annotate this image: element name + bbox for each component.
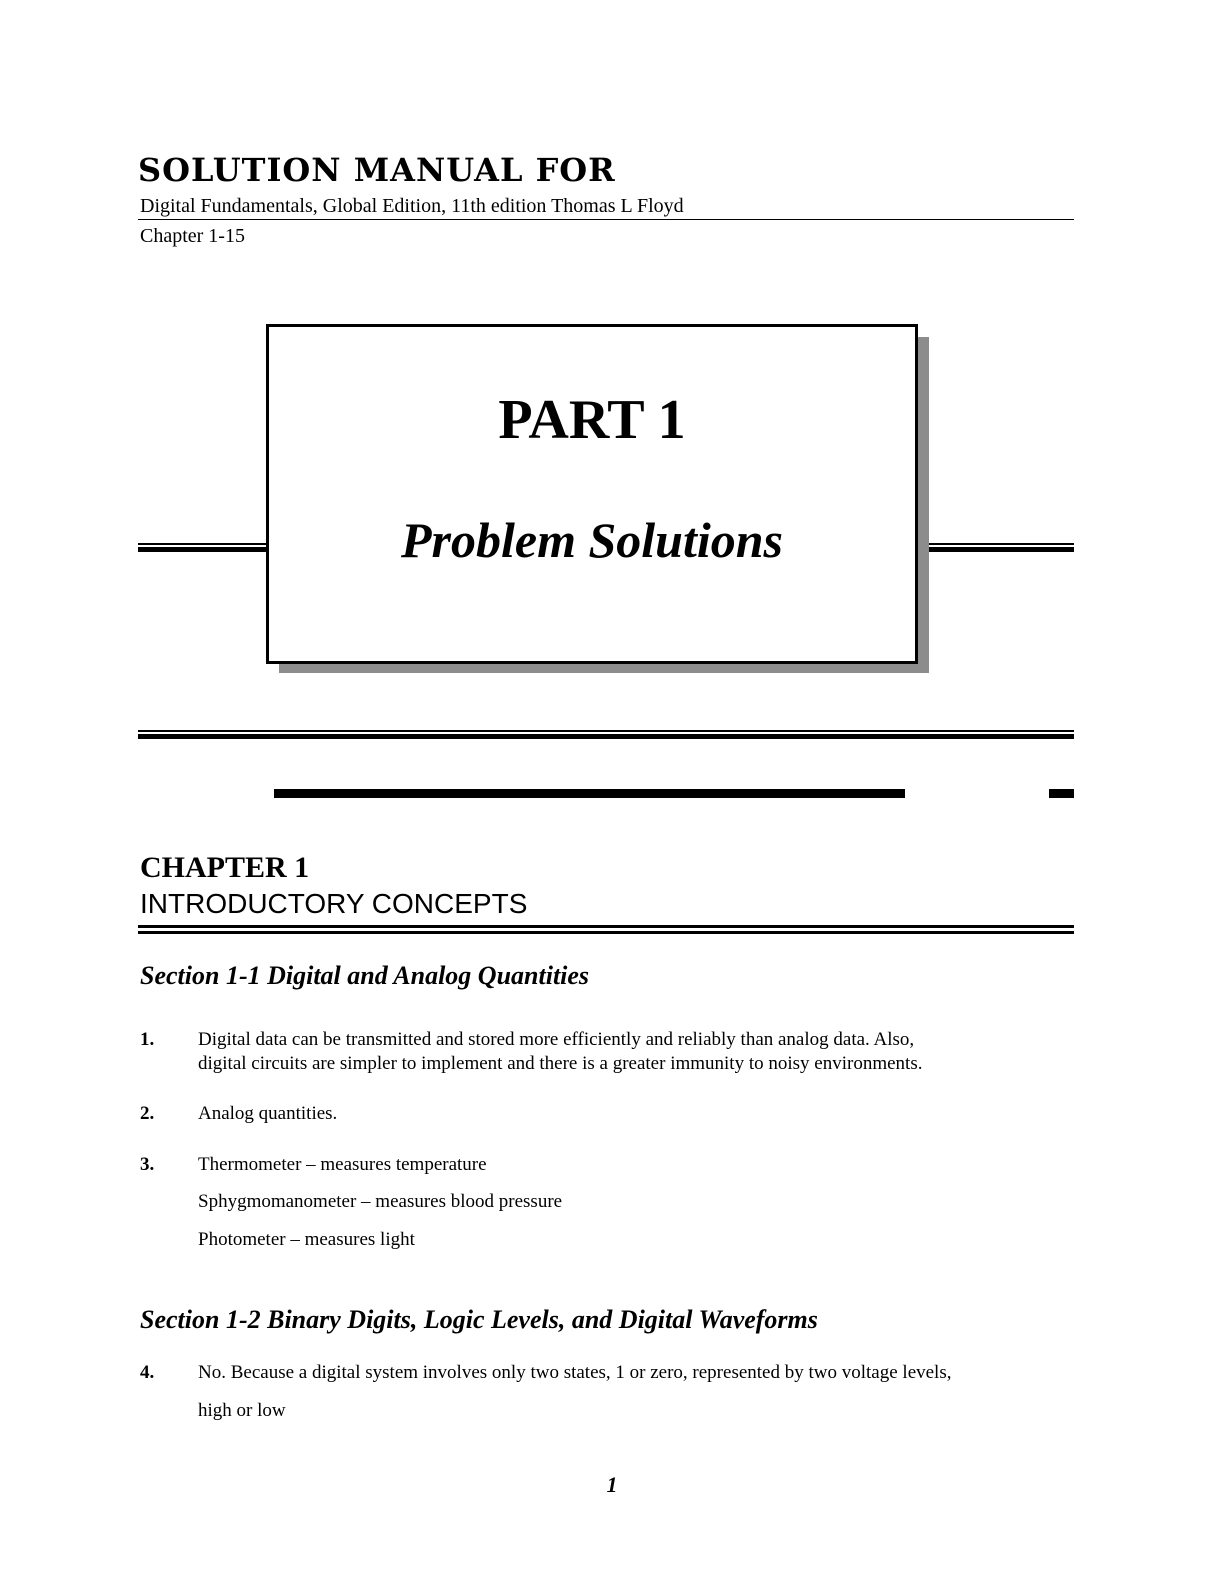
- full-width-double-rule: [138, 730, 1074, 738]
- section-heading: Section 1-2 Binary Digits, Logic Levels, and Digital Waveforms: [140, 1305, 818, 1334]
- header-divider: [138, 219, 1074, 220]
- item-number: 1.: [140, 1029, 155, 1050]
- item-text-line: high or low: [198, 1400, 286, 1421]
- chapter-double-rule: [138, 925, 1074, 933]
- item-text-line: No. Because a digital system involves only two states, 1 or zero, represented by two voltage levels,: [198, 1362, 952, 1383]
- item-number: 4.: [140, 1362, 155, 1383]
- item-text-line: Sphygmomanometer – measures blood pressure: [198, 1191, 563, 1212]
- thick-bar: [274, 789, 905, 798]
- chapter-title: INTRODUCTORY CONCEPTS: [140, 888, 528, 919]
- part-subtitle: Problem Solutions: [400, 512, 784, 568]
- item-number: 2.: [140, 1103, 155, 1124]
- item-text-line: Digital data can be transmitted and stored more efficiently and reliably than analog data. Also,: [198, 1029, 915, 1050]
- item-text-line: Photometer – measures light: [198, 1229, 415, 1250]
- part-title: PART 1: [498, 389, 686, 451]
- chapter-label: CHAPTER 1: [140, 851, 310, 884]
- item-text-line: digital circuits are simpler to implement and there is a greater immunity to noisy environments.: [198, 1053, 923, 1074]
- item-text-line: Thermometer – measures temperature: [198, 1154, 487, 1175]
- manual-title: SOLUTION MANUAL FOR: [138, 151, 616, 189]
- part-box: [266, 324, 918, 664]
- thick-bar-short: [1049, 789, 1074, 798]
- book-title-line: Digital Fundamentals, Global Edition, 11th edition Thomas L Floyd: [140, 195, 684, 217]
- section-heading: Section 1-1 Digital and Analog Quantities: [140, 961, 590, 990]
- page-number: 1: [606, 1472, 618, 1497]
- right-double-rule: [929, 543, 1074, 551]
- left-double-rule: [138, 543, 266, 551]
- item-number: 3.: [140, 1154, 155, 1175]
- item-text-line: Analog quantities.: [198, 1103, 338, 1124]
- chapter-range: Chapter 1-15: [140, 225, 245, 247]
